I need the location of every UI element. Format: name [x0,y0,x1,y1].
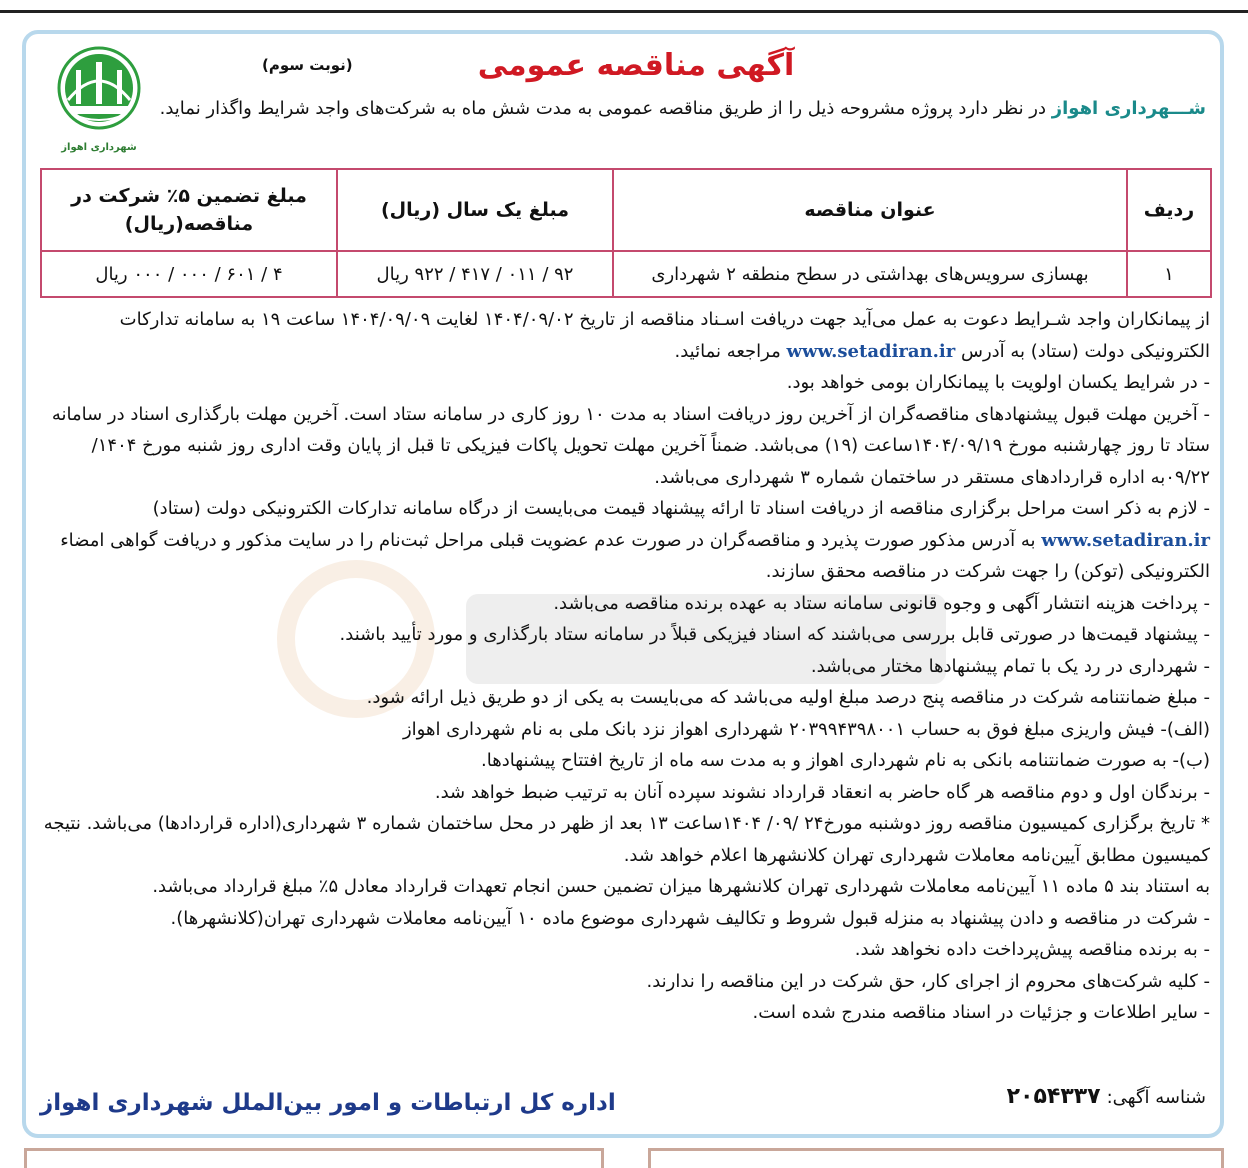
invitation-text: از پیمانکاران واجد شـرایط دعوت به عمل می‌آید جهت دریافت اسـناد مناقصه از تاریخ ۱۴۰۴/۰۹/۰۲ لغایت ۱۴۰۴/۰۹/۰۹ ساعت ۱۹ به سامانه تدارکات الکترونیکی دولت (ستاد) به آدرس [119,309,1210,362]
list-item: - شرکت در مناقصه و دادن پیشنهاد به منزله قبول شروط و تکالیف شهرداری موضوع ماده ۱۰ آیین‌نامه معاملات شهرداری تهران(کلانشهرها). [170,907,1210,929]
setadiran-link-2[interactable]: www.setadiran.ir [1041,529,1210,551]
header-row-number: ردیف [1127,169,1211,251]
list-item: - کلیه شرکت‌های محروم از اجرای کار، حق شرکت در این مناقصه را ندارند. [646,970,1210,992]
notice-id [1007,1084,1206,1109]
list-item-text: - لازم به ذکر است مراحل برگزاری مناقصه از دریافت اسناد تا ارائه پیشنهاد قیمت می‌بایست از درگاه سامانه تدارکات الکترونیکی دولت (ستاد) [152,498,1210,519]
table-row [41,251,1211,297]
header-guarantee-amount: مبلغ تضمین ۵٪ شرکت در مناقصه(ریال) [41,169,337,251]
table-header-row [41,169,1211,251]
cell-guarantee-amount: ۴ / ۶۰۱ / ۰۰۰ / ۰۰۰ ریال [41,251,337,297]
footer-department: اداره کل ارتباطات و امور بین‌الملل شهرداری اهواز [40,1090,616,1116]
list-item: به استناد بند ۵ ماده ۱۱ آیین‌نامه معاملات شهرداری تهران کلانشهرها میزان تضمین حسن انجام تعهدات قرارداد معادل ۵٪ مبلغ قرارداد می‌باشد. [152,876,1210,897]
setadiran-link[interactable]: www.setadiran.ir [786,340,956,362]
list-item: - پرداخت هزینه انتشار آگهی و وجوه قانونی سامانه ستاد به عهده برنده مناقصه می‌باشد. [553,592,1210,614]
cell-row-number: ۱ [1127,251,1211,297]
intro-paragraph [106,94,1206,124]
list-item: (الف)- فیش واریزی مبلغ فوق به حساب ۲۰۳۹۹۴۳۹۸۰۰۱ شهرداری اهواز نزد بانک ملی به نام شهرداری اهواز [402,718,1210,740]
tender-table [40,168,1212,298]
notice-title: آگهی مناقصه عمومی [477,48,795,83]
invitation-text-end: مراجعه نمائید. [674,340,787,362]
list-item [42,493,1210,588]
invitation-paragraph [42,304,1210,367]
list-item: - به برنده مناقصه پیش‌پرداخت داده نخواهد شد. [854,939,1210,960]
organization-name: شـــهرداری اهواز [1051,98,1206,119]
list-item: - برندگان اول و دوم مناقصه هر گاه حاضر به انعقاد قرارداد نشوند سپرده آنان به ترتیب ضبط خواهد شد. [434,781,1210,803]
notice-id-number: ۲۰۵۴۳۳۷ [1006,1084,1101,1109]
header-tender-title: عنوان مناقصه [613,169,1127,251]
list-item: - شهرداری در رد یک با تمام پیشنهادها مختار می‌باشد. [810,655,1210,677]
intro-text: در نظر دارد پروژه مشروحه ذیل را از طریق مناقصه عمومی به مدت شش ماه به شرکت‌های واجد شرایط واگذار نماید. [159,98,1052,119]
list-item-text-end: به آدرس مذکور صورت پذیرد و مناقصه‌گران در صورت عدم عضویت قبلی مراحل ثبت‌نام را در سایت مذکور و دریافت گواهی امضاء الکترونیکی (توکن) را جهت شرکت در مناقصه محقق سازند. [60,529,1210,582]
adjacent-ad-border-right [648,1148,1224,1168]
header-annual-amount: مبلغ یک سال (ریال) [337,169,613,251]
list-item: - پیشنهاد قیمت‌ها در صورتی قابل بررسی می‌باشند که اسناد فیزیکی قبلاً در سامانه ستاد بارگذاری و مورد تأیید باشند. [339,624,1210,645]
top-rule [0,10,1248,13]
list-item: - در شرایط یکسان اولویت با پیمانکاران بومی خواهد بود. [786,372,1210,393]
publication-round: (نوبت سوم) [262,56,353,74]
logo-caption: شهرداری اهواز [61,142,137,153]
cell-annual-amount: ۹۲ / ۰۱۱ / ۴۱۷ / ۹۲۲ ریال [337,251,613,297]
notice-body [42,304,1210,1029]
list-item: * تاریخ برگزاری کمیسیون مناقصه روز دوشنبه مورخ۲۴ /۰۹/ ۱۴۰۴ساعت ۱۳ بعد از ظهر در محل ساختمان شماره ۳ شهرداری(اداره قراردادها) می‌باشد. نتیجه کمیسیون مطابق آیین‌نامه معاملات شهرداری تهران کلانشهرها اعلام خواهد شد. [43,813,1210,866]
list-item: - آخرین مهلت قبول پیشنهادهای مناقصه‌گران از آخرین روز دریافت اسناد به مدت ۱۰ روز کاری در سامانه ستاد است. آخرین مهلت بارگذاری اسناد در سامانه ستاد تا روز چهارشنبه مورخ ۱۴۰۴/۰۹/۱۹ساعت (۱۹) می‌باشد. ضمناً آخرین مهلت تحویل پاکات فیزیکی تا قبل از پایان وقت اداری روز شنبه مورخ ۱۴۰۴/ ۰۹/۲۲به اداره قراردادهای مستقر در ساختمان شماره ۳ شهرداری می‌باشد. [51,403,1210,488]
adjacent-ad-border-left [24,1148,604,1168]
notice-frame [22,30,1224,1138]
cell-tender-title: بهسازی سرویس‌های بهداشتی در سطح منطقه ۲ شهرداری [613,251,1127,297]
list-item: - سایر اطلاعات و جزئیات در اسناد مناقصه مندرج شده است. [752,1002,1210,1023]
list-item: (ب)- به صورت ضمانتنامه بانکی به نام شهرداری اهواز و به مدت سه ماه از تاریخ افتتاح پیشنهادها. [481,750,1210,771]
list-item: - مبلغ ضمانتنامه شرکت در مناقصه پنج درصد مبلغ اولیه می‌باشد که می‌بایست به یکی از دو طریق ذیل ارائه شود. [366,687,1210,708]
notice-id-label: شناسه آگهی: [1106,1087,1206,1108]
